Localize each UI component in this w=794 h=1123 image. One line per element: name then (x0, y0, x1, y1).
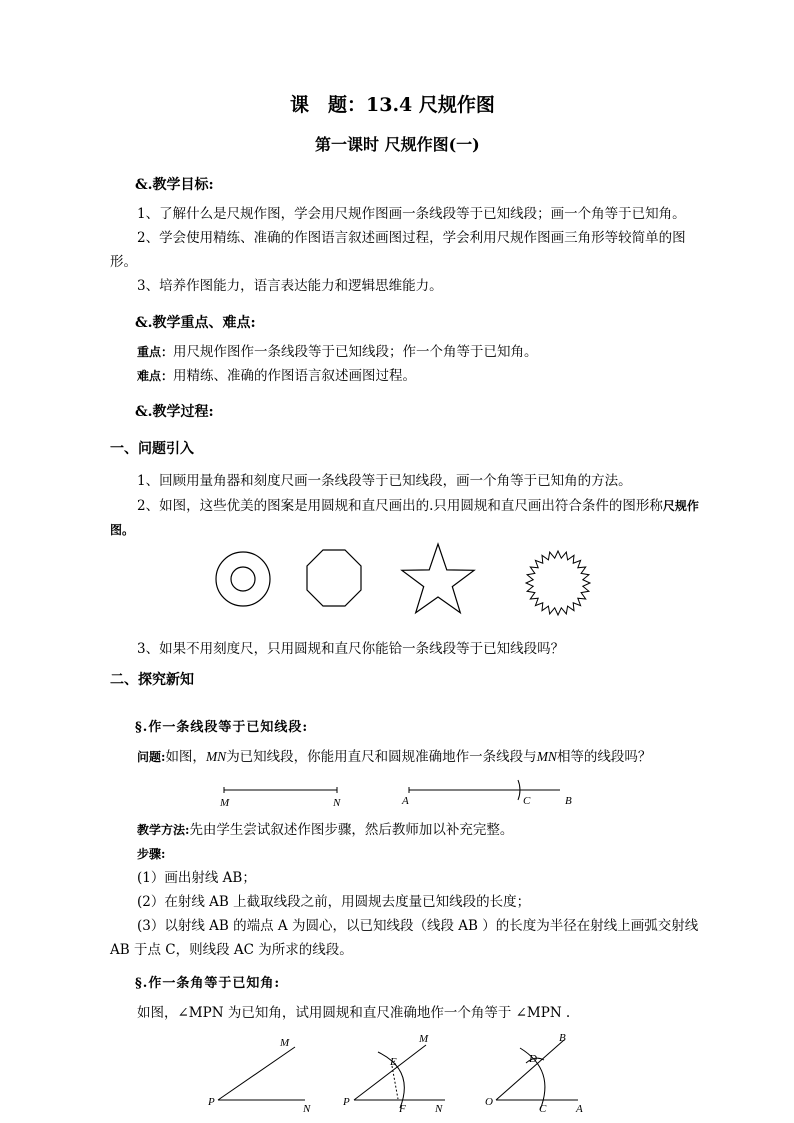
steps-label-row (110, 842, 710, 866)
segment-figure (215, 778, 585, 810)
objective-1: 1、了解什么是尺规作图，学会用尺规作图画一条线段等于已知线段；画一个角等于已知角。 (137, 206, 686, 222)
steps-label: 步骤: (137, 847, 166, 861)
key-point (110, 340, 710, 364)
concentric-circles-pattern (216, 552, 270, 606)
section-2-heading: 二、探究新知 (110, 672, 194, 688)
objective-3: 3、培养作图能力，语言表达能力和逻辑思维能力。 (137, 278, 443, 294)
step-3-line-2: AB 于点 C，则线段 AC 为所求的线段。 (110, 942, 353, 958)
question-text-c: 相等的线段吗？ (556, 749, 652, 765)
star-pattern (402, 544, 474, 613)
fig3-label-a: A (576, 1103, 583, 1115)
question-mn-2: MN (536, 749, 557, 764)
fig1-label-p: P (208, 1096, 215, 1108)
key-text: 用尺规作图作一条线段等于已知线段；作一个角等于已知角。 (173, 344, 538, 360)
fig2-label-f: F (399, 1103, 406, 1115)
difficult-point (110, 364, 710, 388)
fig3-label-d: D (529, 1053, 537, 1065)
segment-heading: §.作一条线段等于已知线段: (135, 720, 309, 735)
process-item-2-text: 2、如图，这些优美的图案是用圆规和直尺画出的.只用圆规和直尺画出符合条件的图形称 (137, 498, 663, 514)
label-a: A (402, 795, 409, 807)
segment-question (110, 745, 710, 769)
angle-figures (200, 1030, 600, 1120)
method-label: 教学方法: (137, 823, 190, 837)
compass-patterns-figure (200, 538, 600, 622)
page-subtitle: 第一课时 尺规作图(一) (315, 135, 480, 154)
fig1-label-m: M (280, 1037, 290, 1049)
angle-problem: 如图，∠MPN 为已知角，试用圆规和直尺准确地作一个角等于 ∠MPN . (137, 1005, 571, 1021)
teaching-method (110, 818, 710, 842)
fig1-label-n: N (303, 1103, 311, 1115)
process-heading: &.教学过程: (135, 404, 214, 420)
angle-heading: §.作一条角等于已知角: (135, 976, 281, 991)
label-m: M (220, 797, 230, 809)
constructed-angle-figure (485, 1032, 583, 1115)
difficult-label: 难点： (137, 369, 174, 383)
question-text-a: 如图， (165, 749, 206, 765)
process-item-1: 1、回顾用量角器和刻度尺画一条线段等于已知线段，画一个角等于已知角的方法。 (137, 473, 632, 489)
method-text: 先由学生尝试叙述作图步骤，然后教师加以补充完整。 (189, 822, 514, 838)
label-b: B (565, 795, 572, 807)
page-title: 课 题：13.4 尺规作图 (290, 94, 495, 116)
section-1-heading: 一、问题引入 (110, 441, 194, 457)
step-3-line-1: (3）以射线 AB 的端点 A 为圆心，以已知线段（线段 AB ）的长度为半径在射线上画弧交射线 (137, 918, 699, 934)
label-n: N (333, 797, 341, 809)
starburst-pattern (526, 551, 590, 615)
step-2: (2）在射线 AB 上截取线段之前，用圆规去度量已知线段的长度； (137, 894, 531, 910)
octagon-pattern (307, 550, 361, 606)
fig3-label-o: O (485, 1096, 493, 1108)
objectives-heading: &.教学目标: (135, 177, 214, 193)
question-label: 问题: (137, 750, 166, 764)
difficult-text: 用精练、准确的作图语言叙述画图过程。 (173, 368, 417, 384)
fig2-label-m: M (419, 1033, 429, 1045)
fig2-label-e: E (390, 1056, 397, 1068)
fig3-label-b: B (559, 1032, 566, 1044)
fig2-label-p: P (343, 1096, 350, 1108)
process-item-2 (110, 494, 710, 542)
process-item-2-term: 尺规作图。 (110, 499, 699, 537)
step-1: (1）画出射线 AB； (137, 870, 256, 886)
process-item-3: 3、如果不用刻度尺，只用圆规和直尺你能铪一条线段等于已知线段吗？ (137, 641, 565, 657)
keypoints-heading: &.教学重点、难点: (135, 315, 256, 331)
key-label: 重点： (137, 345, 174, 359)
question-text-b: 为已知线段，你能用直尺和圆规准确地作一条线段与 (226, 749, 537, 765)
fig2-label-n: N (435, 1103, 443, 1115)
fig3-label-c: C (539, 1103, 547, 1115)
question-mn: MN (205, 749, 227, 764)
objective-2: 2、学会使用精练、准确的作图语言叙述画图过程，学会利用尺规作图画三角形等较简单的图形。 (110, 230, 686, 270)
arc-angle-figure (342, 1033, 445, 1115)
given-angle-figure (207, 1037, 311, 1115)
label-c: C (523, 795, 531, 807)
